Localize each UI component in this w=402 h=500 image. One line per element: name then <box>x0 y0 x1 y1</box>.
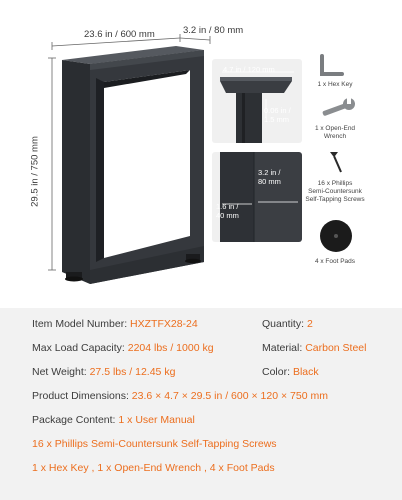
spec-quantity: Quantity: 2 <box>262 318 313 330</box>
hex-key-icon <box>316 52 346 80</box>
spec-color: Color: Black <box>262 366 319 378</box>
tube-depth-label: 3.2 in / 80 mm <box>258 168 281 186</box>
leg-opening <box>104 70 190 258</box>
spec-weight: Net Weight: 27.5 lbs / 12.45 kg <box>32 366 176 378</box>
spec-load: Max Load Capacity: 2204 lbs / 1000 kg <box>32 342 214 354</box>
width-dimension-label: 23.6 in / 600 mm <box>84 29 155 40</box>
spec-package-tools: 1 x Hex Key , 1 x Open-End Wrench , 4 x Foot Pads <box>32 462 275 474</box>
height-dimension-label: 29.5 in / 750 mm <box>29 136 41 207</box>
hex-key-label: 1 x Hex Key <box>317 81 353 88</box>
depth-dimension-line <box>180 38 210 40</box>
tube-width-label: 1.6 in / 40 mm <box>216 202 239 220</box>
depth-dimension-label: 3.2 in / 80 mm <box>183 25 244 36</box>
spec-package: Package Content: 1 x User Manual <box>32 414 195 426</box>
spec-material: Material: Carbon Steel <box>262 342 367 354</box>
foot-pads-label: 4 x Foot Pads <box>314 258 356 265</box>
screw-icon <box>326 150 348 176</box>
plate-thickness-label: 0.06 in / 1.5 mm <box>264 106 291 124</box>
screws-label: 16 x Phillips Semi-Countersunk Self-Tapping Screws <box>305 180 365 203</box>
wrench-icon <box>318 96 356 122</box>
spec-package-screws: 16 x Phillips Semi-Countersunk Self-Tapping Screws <box>32 438 277 450</box>
spec-product-dimensions: Product Dimensions: 23.6 × 4.7 × 29.5 in / 600 × 120 × 750 mm <box>32 390 328 402</box>
specifications-panel <box>0 308 402 500</box>
foot-pad-icon <box>318 218 354 254</box>
wrench-label: 1 x Open-End Wrench <box>314 125 356 140</box>
plate-width-label: 4.7 in / 120 mm <box>223 65 275 74</box>
spec-model: Item Model Number: HXZTFX28-24 <box>32 318 198 330</box>
detail-tube-section <box>212 152 302 242</box>
detail-top-plate <box>212 59 302 143</box>
